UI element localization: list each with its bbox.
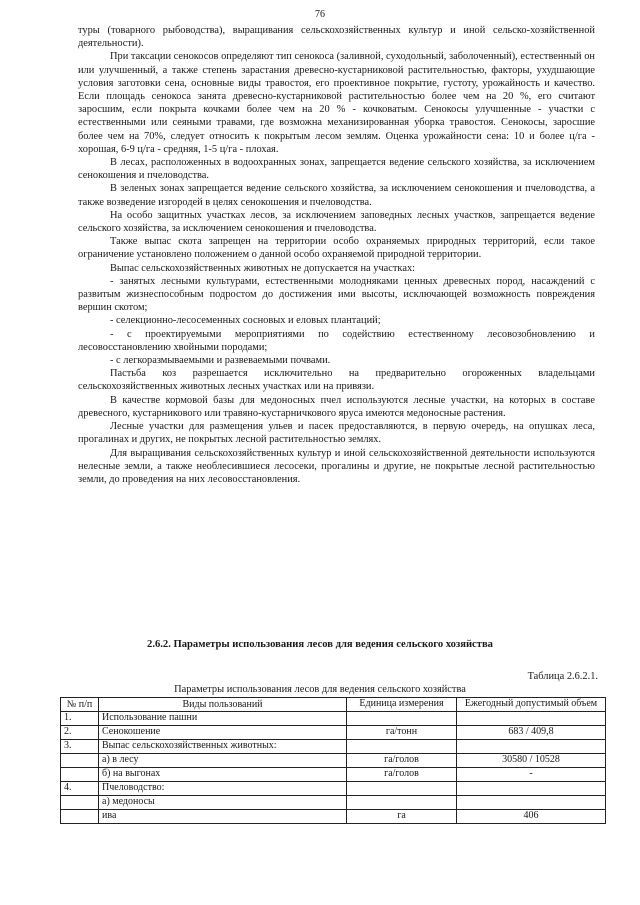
row-num [61,796,99,810]
paragraph: В качестве кормовой базы для медоносных пчел используются лесные участки, на которых в составе древесного, кустарникового или травяно-кустарничкового яруса имеются медоносные растения. [78,394,595,419]
table-label: Таблица 2.6.2.1. [527,671,598,682]
row-volume: 406 [457,810,606,824]
paragraph: Лесные участки для размещения ульев и пасек предоставляются, в первую очередь, на опушках леса, прогалинах и других, не покрытых лесной растительностью землях. [78,421,595,446]
row-type: а) в лесу [99,754,347,768]
table-row [61,740,606,754]
header-type: Виды пользований [99,698,347,712]
page-number: 76 [315,9,325,20]
list-item: - с легкоразмываемыми и развеваемыми почвами. [110,355,331,367]
row-num [61,768,99,782]
paragraph: Для выращивания сельскохозяйственных культур и иной сельскохозяйственной деятельности используются нелесные земли, а также необлесившиеся лесосеки, прогалины и другие, не покрытые лесной растительностью земли, до проведения на них лесовосстановления. [78,447,595,485]
row-type: б) на выгонах [99,768,347,782]
row-type: а) медоносы [99,796,347,810]
table-row [61,810,606,824]
row-num: 1. [61,712,99,726]
header-unit: Единица измерения [347,698,457,712]
row-unit: га/голов [347,768,457,782]
row-unit [347,712,457,726]
row-num [61,754,99,768]
header-num: № п/п [61,698,99,712]
row-type: Пчеловодство: [99,782,347,796]
row-unit [347,782,457,796]
body-text [78,24,595,486]
header-volume: Ежегодный допустимый объем [457,698,606,712]
list-item: - с проектируемыми мероприятиями по содействию естественному лесовозобновлению и лесовосстановлению хвойными породами; [78,328,595,353]
table-row [61,754,606,768]
row-volume: 683 / 409,8 [457,726,606,740]
paragraph: При таксации сенокосов определяют тип сенокоса (заливной, суходольный, заболоченный), естественный он или улучшенный, а также степень зарастания древесно-кустарниковой растительностью, факторы, ухудшающие условия заготовки сена, основные виды травостоя, его проективное покрытие, густоту, урожайность и качество. Если площадь сенокоса занята древесно-кустарниковой растительностью более чем на 20 %, его считают заросшим, если покрыта кочками более чем на 20 % - кочковатым. Сенокосы улучшенные - участки с естественными или сеяными травами, где возможна механизированная уборка травостоя. Сенокосы, заросшие более чем на 70%, следует относить к покрытым лесом землям. Оценка урожайности сена: 10 и более ц/га - хорошая, 6-9 ц/га - средняя, 1-5 ц/га - плохая. [78,51,595,155]
row-type: ива [99,810,347,824]
row-volume [457,712,606,726]
table-caption: Параметры использования лесов для ведения сельского хозяйства [174,684,466,695]
row-num: 3. [61,740,99,754]
paragraph: Пастьба коз разрешается исключительно на предварительно огороженных владельцами сельскохозяйственных животных лесных участках или на привязи. [78,368,595,393]
paragraph: В лесах, расположенных в водоохранных зонах, запрещается ведение сельского хозяйства, за исключением сенокошения и пчеловодства. [78,157,595,182]
paragraph: туры (товарного рыбоводства), выращивания сельскохозяйственных культур и иной сельско-хозяйственной деятельности). [78,25,595,50]
row-volume: - [457,768,606,782]
section-heading: 2.6.2. Параметры использования лесов для ведения сельского хозяйства [147,639,493,650]
table-row [61,726,606,740]
row-type: Использование пашни [99,712,347,726]
table-row [61,796,606,810]
row-unit [347,796,457,810]
row-num: 4. [61,782,99,796]
row-volume [457,740,606,754]
paragraph: В зеленых зонах запрещается ведение сельского хозяйства, за исключением сенокошения и пчеловодства, а также возведение изгородей в целях сенокошения и пчеловодства. [78,183,595,208]
row-volume [457,796,606,810]
row-unit: га [347,810,457,824]
row-unit: га/тонн [347,726,457,740]
table-row [61,768,606,782]
row-unit [347,740,457,754]
row-num [61,810,99,824]
row-unit: га/голов [347,754,457,768]
parameters-table [60,697,606,824]
list-item: - занятых лесными культурами, естественными молодняками ценных древесных пород, насаждений с развитым жизнеспособным подростом до достижения ими высоты, исключающей возможность повреждения вершин скотом; [78,275,595,314]
row-num: 2. [61,726,99,740]
table-row [61,712,606,726]
paragraph: На особо защитных участках лесов, за исключением заповедных лесных участков, запрещается ведение сельского хозяйства, за исключением сенокошения и пчеловодства. [78,209,595,235]
row-type: Выпас сельскохозяйственных животных: [99,740,347,754]
row-volume [457,782,606,796]
paragraph: Также выпас скота запрещен на территории особо охраняемых природных территорий, если такое ограничение установлено положением о данной особо охраняемой природной территории. [78,236,595,261]
table-header-row [61,698,606,712]
row-volume: 30580 / 10528 [457,754,606,768]
row-type: Сенокошение [99,726,347,740]
table-row [61,782,606,796]
paragraph: Выпас сельскохозяйственных животных не допускается на участках: [110,262,416,274]
table-body [61,712,606,824]
list-item: - селекционно-лесосеменных сосновых и еловых плантаций; [110,315,381,327]
